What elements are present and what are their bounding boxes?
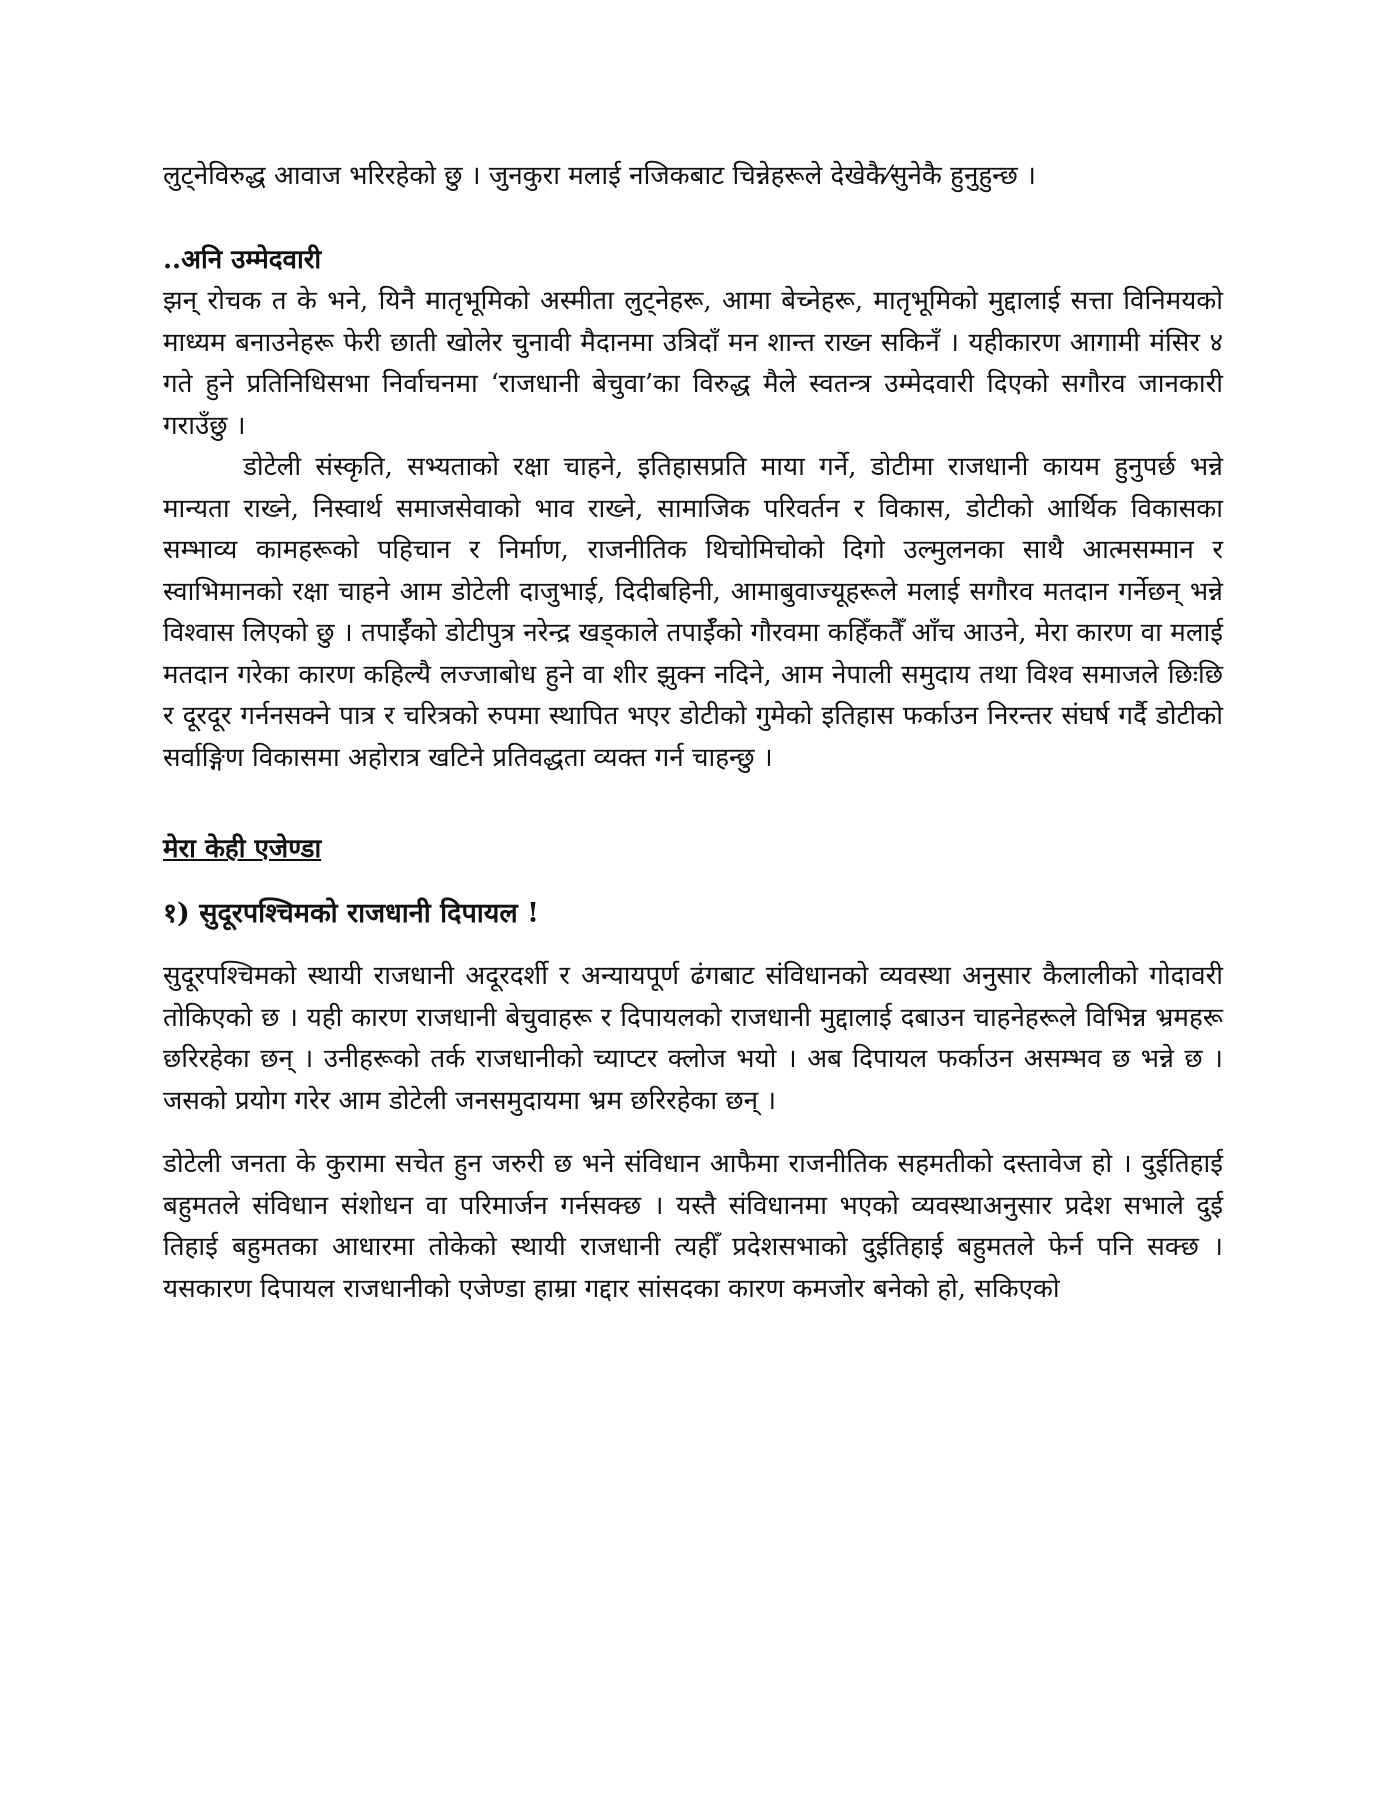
agenda-subheading-1: १) सुदूरपश्चिमको राजधानी दिपायल ! (163, 897, 539, 929)
agenda-paragraph-1: सुदूरपश्चिमको स्थायी राजधानी अदूरदर्शी र अन्यायपूर्ण ढंगबाट संविधानको व्यवस्था अनुसार कैलालीको गोदावरी तोकिएको छ । यही कारण राजधानी बेचुवाहरू र दिपायलको राजधानी मुद्दालाई दबाउन चाहनेहरूले विभिन्न भ्रमहरू छरिरहेका छन् । उनीहरूको तर्क राजधानीको च्याप्टर क्लोज भयो । अब दिपायल फर्काउन असम्भव छ भन्ने छ । जसको प्रयोग गरेर आम डोटेली जनसमुदायमा भ्रम छरिरहेका छन् । (163, 961, 1223, 1116)
agenda-heading: मेरा केही एजेण्डा (163, 834, 322, 864)
candidacy-heading: ..अनि उम्मेदवारी (163, 244, 322, 275)
intro-paragraph: लुट्नेविरुद्ध आवाज भरिरहेको छु । जुनकुरा मलाई नजिकबाट चिन्नेहरूले देखेकै⁄सुनेकै हुनुहुन्छ । (163, 161, 1036, 191)
candidacy-paragraph-2: डोटेली संस्कृति, सभ्यताको रक्षा चाहने, इतिहासप्रति माया गर्ने, डोटीमा राजधानी कायम हुनुपर्छ भन्ने मान्यता राख्ने, निस्वार्थ समाजसेवाको भाव राख्ने, सामाजिक परिवर्तन र विकास, डोटीको आर्थिक विकासका सम्भाव्य कामहरूको पहिचान र निर्माण, राजनीतिक थिचोमिचोको दिगो उल्मुलनका साथै आत्मसम्मान र स्वाभिमानको रक्षा चाहने आम डोटेली दाजुभाई, दिदीबहिनी, आमाबुवाज्यूहरूले मलाई सगौरव मतदान गर्नेछन् भन्ने विश्वास लिएको छु । तपाईँको डोटीपुत्र नरेन्द्र खड्काले तपाईँको गौरवमा कहिँकतैँ आँच आउने, मेरा कारण वा मलाई मतदान गरेका कारण कहिल्यै लज्जाबोध हुने वा शीर झुक्न नदिने, आम नेपाली समुदाय तथा विश्व समाजले छिःछि र दूरदूर गर्ननसक्ने पात्र र चरित्रको रुपमा स्थापित भएर डोटीको गुमेको इतिहास फर्काउन निरन्तर संघर्ष गर्दै डोटीको सर्वाङ्गिण विकासमा अहोरात्र खटिने प्रतिवद्धता व्यक्त गर्न चाहन्छु । (163, 452, 1223, 773)
candidacy-paragraph-1: झन् रोचक त के भने, यिनै मातृभूमिको अस्मीता लुट्नेहरू, आमा बेच्नेहरू, मातृभूमिको मुद्दालाई सत्ता विनिमयको माध्यम बनाउनेहरू फेरी छाती खोलेर चुनावी मैदानमा उत्रिदाँ मन शान्त राख्न सकिनँ । यहीकारण आगामी मंसिर ४ गते हुने प्रतिनिधिसभा निर्वाचनमा ‘राजधानी बेचुवा’का विरुद्ध मैले स्वतन्त्र उम्मेदवारी दिएको सगौरव जानकारी गराउँछु । (163, 286, 1223, 441)
document-page (163, 156, 1223, 1310)
agenda-paragraph-2: डोटेली जनता के कुरामा सचेत हुन जरुरी छ भने संविधान आफैमा राजनीतिक सहमतीको दस्तावेज हो । दुईतिहाई बहुमतले संविधान संशोधन वा परिमार्जन गर्नसक्छ । यस्तै संविधानमा भएको व्यवस्थाअनुसार प्रदेश सभाले दुई तिहाई बहुमतका आधारमा तोकेको स्थायी राजधानी त्यहीँ प्रदेशसभाको दुईतिहाई बहुमतले फेर्न पनि सक्छ । यसकारण दिपायल राजधानीको एजेण्डा हाम्रा गद्दार सांसदका कारण कमजोर बनेको हो, सकिएको (163, 1149, 1223, 1304)
